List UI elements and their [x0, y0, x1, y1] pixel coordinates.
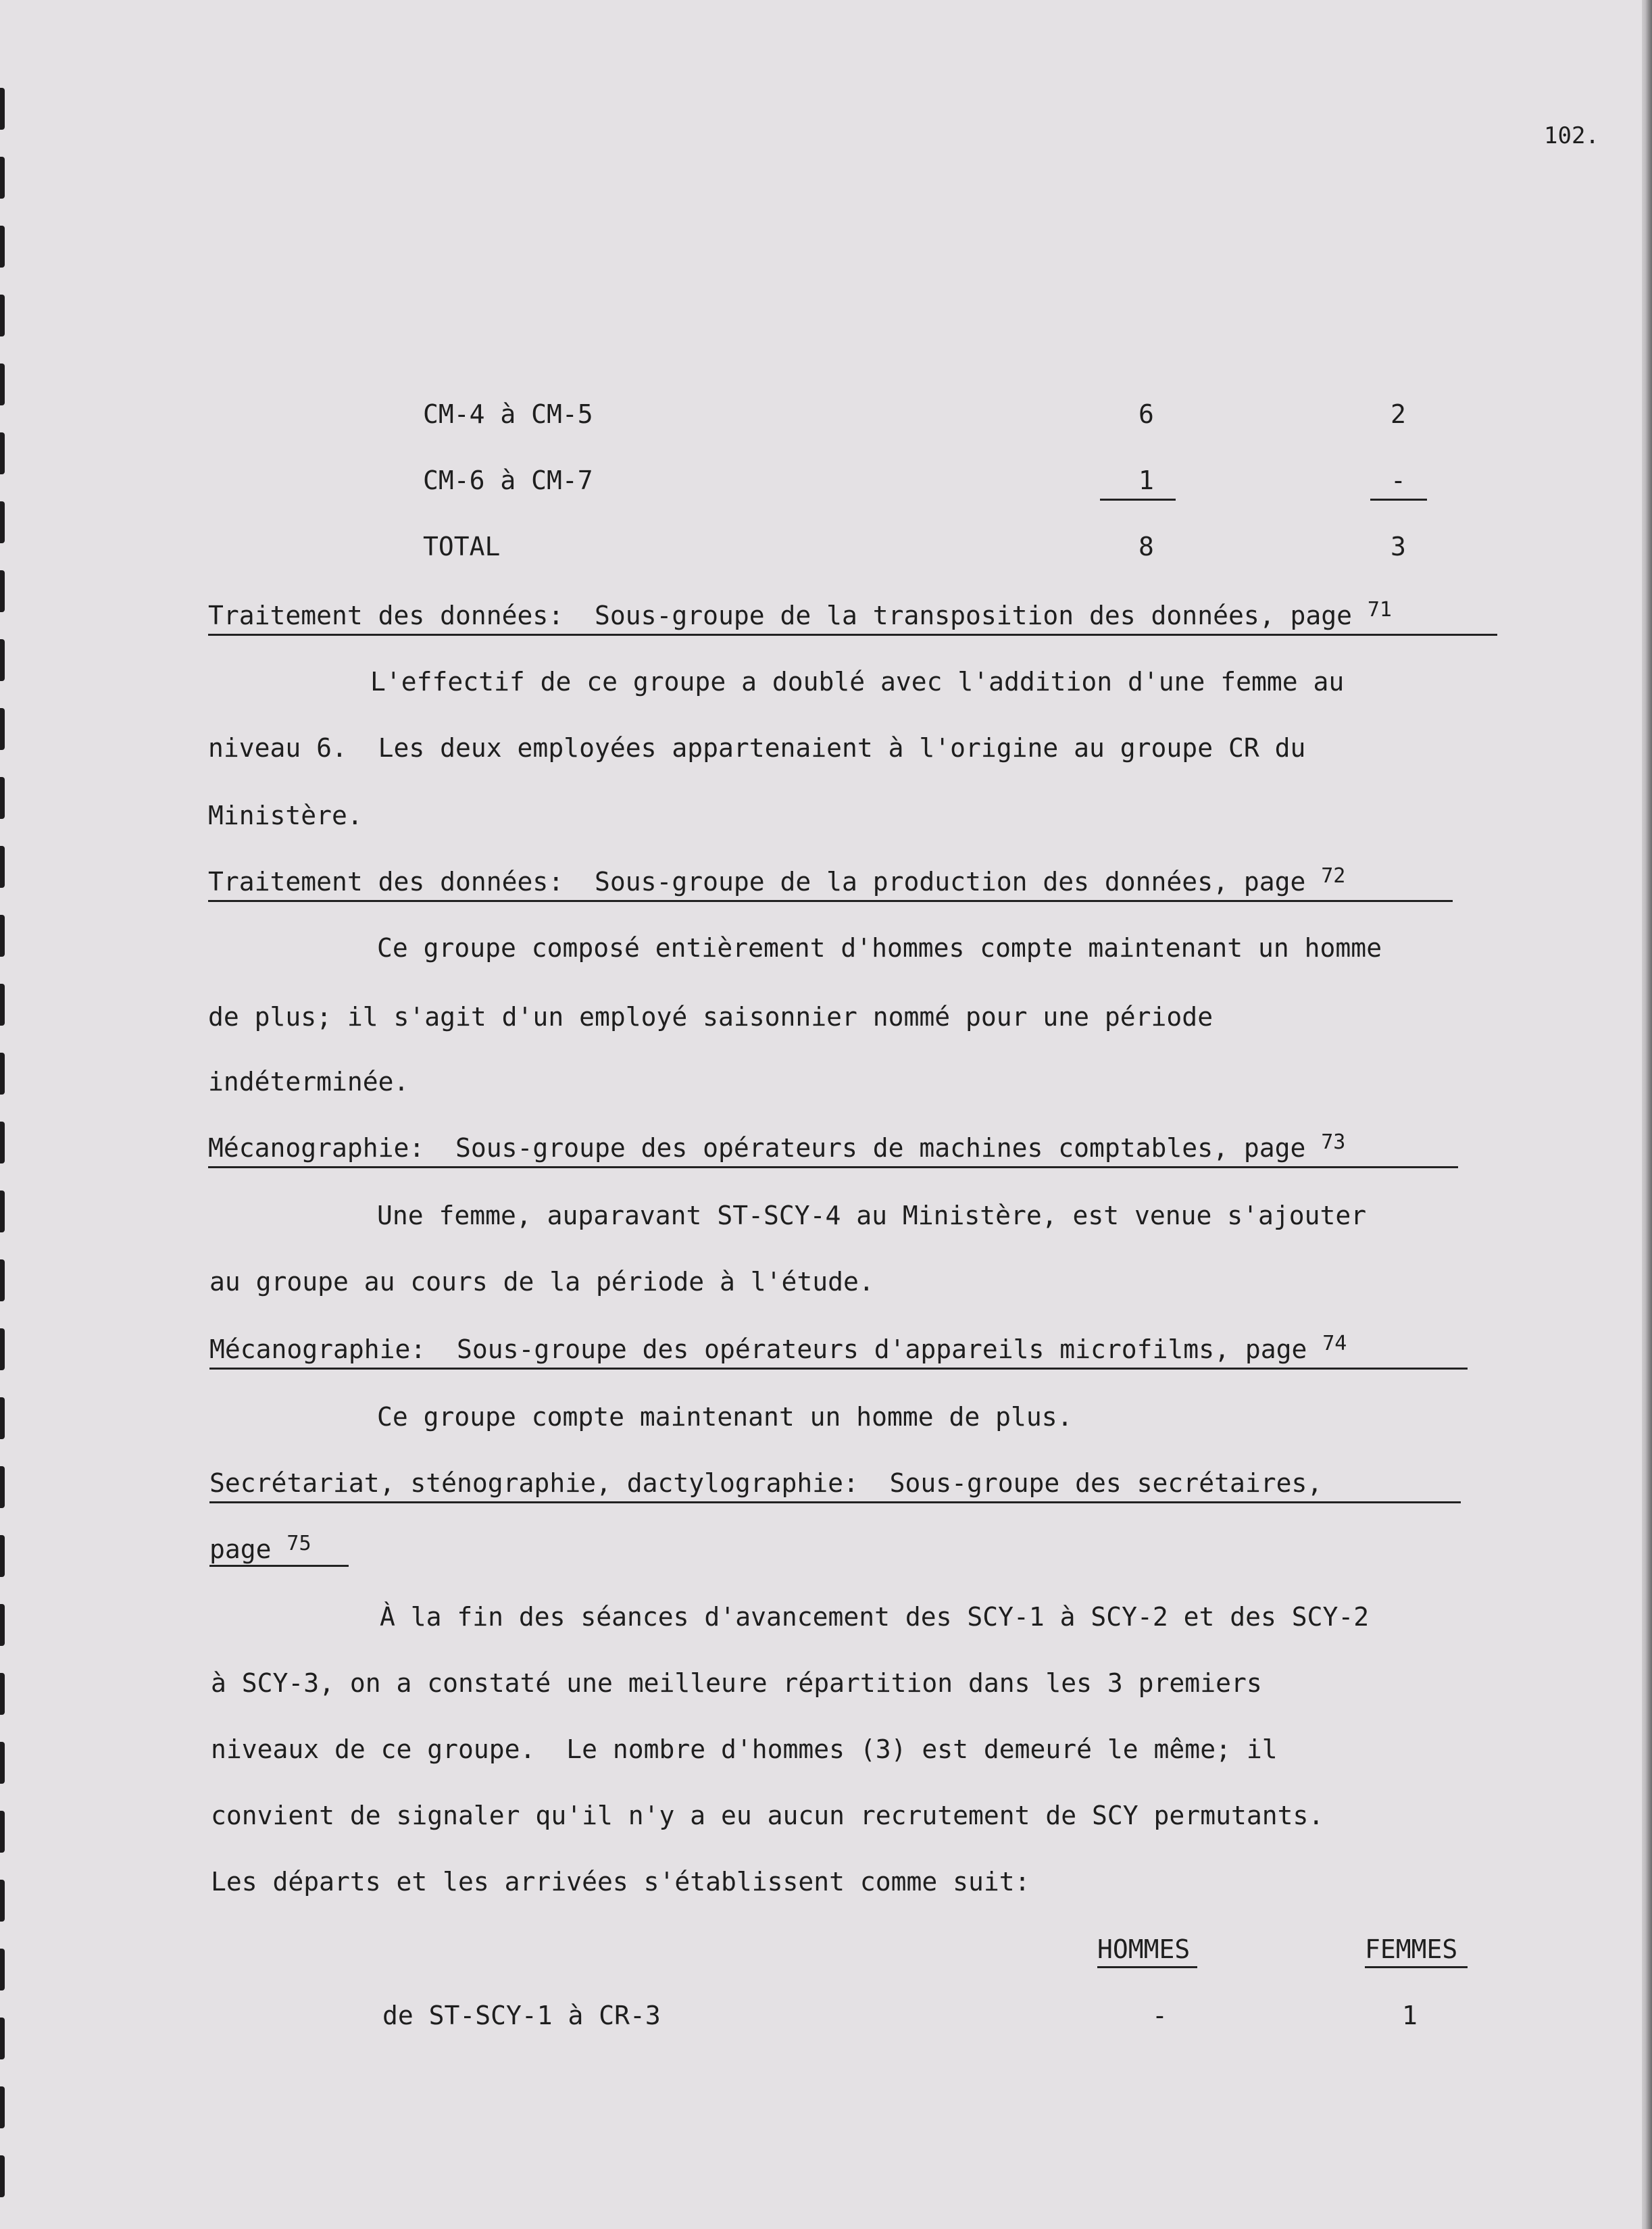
paragraph-line: au groupe au cours de la période à l'étude.	[209, 1267, 874, 1297]
page-reference: 74	[1322, 1332, 1347, 1355]
binder-hole	[0, 1604, 5, 1646]
table-row-label: TOTAL	[423, 532, 501, 561]
table-cell-femmes: -	[1391, 466, 1406, 495]
column-header-underline	[1365, 1966, 1468, 1968]
column-header-hommes: HOMMES	[1097, 1934, 1191, 1964]
subtotal-rule-hommes	[1100, 499, 1176, 501]
binder-hole	[0, 295, 5, 336]
binder-hole	[0, 88, 5, 130]
heading-underline	[209, 1501, 1461, 1503]
binder-hole	[0, 1053, 5, 1095]
paragraph-line: Ministère.	[208, 801, 363, 830]
binder-hole	[0, 2086, 5, 2128]
paragraph-line: Les départs et les arrivées s'établissent comme suit:	[211, 1867, 1030, 1897]
subtotal-rule-femmes	[1370, 499, 1427, 501]
heading-underline	[208, 1166, 1458, 1168]
section-heading: Traitement des données: Sous-groupe de la production des données, page $^{72}$	[208, 864, 1346, 897]
binder-hole	[0, 639, 5, 681]
section-heading: Traitement des données: Sous-groupe de la transposition des données, page $^{71}$	[208, 598, 1392, 630]
binder-hole	[0, 1535, 5, 1577]
heading-underline	[208, 634, 1497, 636]
binder-hole	[0, 984, 5, 1026]
paragraph-line: convient de signaler qu'il n'y a eu aucun recrutement de SCY permutants.	[211, 1801, 1324, 1830]
binder-hole	[0, 1397, 5, 1439]
binder-hole	[0, 1191, 5, 1232]
binder-hole	[0, 2155, 5, 2197]
page-reference: 75	[286, 1532, 311, 1555]
binder-hole	[0, 846, 5, 888]
section-heading: Mécanographie: Sous-groupe des opérateurs de machines comptables, page $^{73}$	[208, 1130, 1346, 1163]
binder-hole	[0, 501, 5, 543]
binder-hole	[0, 915, 5, 957]
table-row-label: CM-6 à CM-7	[423, 466, 593, 495]
table-row-label: CM-4 à CM-5	[423, 399, 593, 429]
table-cell-hommes: 1	[1138, 466, 1154, 495]
page-number: 102.	[1544, 122, 1599, 149]
paragraph-line: niveau 6. Les deux employées appartenaient à l'origine au groupe CR du	[208, 733, 1306, 763]
binder-hole	[0, 777, 5, 819]
table-row-label: de ST-SCY-1 à CR-3	[382, 2001, 661, 2030]
table-cell-femmes: 1	[1402, 2001, 1418, 2030]
paragraph-line: À la fin des séances d'avancement des SCY-1 à SCY-2 et des SCY-2	[380, 1602, 1370, 1632]
page-edge	[1642, 0, 1652, 2229]
section-heading-continuation: page $^{75}$	[209, 1532, 311, 1564]
section-heading: Secrétariat, sténographie, dactylographie: Sous-groupe des secrétaires,	[209, 1468, 1323, 1498]
paragraph-line: L'effectif de ce groupe a doublé avec l'addition d'une femme au	[370, 667, 1345, 697]
column-header-underline	[1097, 1966, 1197, 1968]
table-cell-hommes: 6	[1138, 399, 1154, 429]
heading-underline	[208, 900, 1453, 902]
binder-hole	[0, 1949, 5, 1990]
binder-hole	[0, 432, 5, 474]
section-heading: Mécanographie: Sous-groupe des opérateurs d'appareils microfilms, page $^{74}$	[209, 1332, 1347, 1364]
table-cell-femmes: 3	[1391, 532, 1406, 561]
binder-hole	[0, 1880, 5, 1922]
paragraph-line: Ce groupe compte maintenant un homme de plus.	[377, 1402, 1073, 1432]
column-header-femmes: FEMMES	[1365, 1934, 1458, 1964]
table-cell-hommes: 8	[1138, 532, 1154, 561]
binder-hole	[0, 1673, 5, 1715]
paragraph-line: indéterminée.	[208, 1067, 409, 1097]
binder-hole	[0, 570, 5, 612]
binder-hole	[0, 1328, 5, 1370]
binder-hole	[0, 157, 5, 199]
binder-hole	[0, 1259, 5, 1301]
table-cell-hommes: -	[1152, 2001, 1168, 2030]
binder-hole	[0, 1122, 5, 1163]
binder-hole	[0, 364, 5, 405]
paragraph-line: niveaux de ce groupe. Le nombre d'hommes (3) est demeuré le même; il	[211, 1734, 1278, 1764]
binder-hole	[0, 1466, 5, 1508]
paragraph-line: à SCY-3, on a constaté une meilleure répartition dans les 3 premiers	[211, 1668, 1262, 1698]
page-reference: 71	[1367, 598, 1392, 622]
binder-hole	[0, 1742, 5, 1784]
paragraph-line: Une femme, auparavant ST-SCY-4 au Ministère, est venue s'ajouter	[377, 1201, 1367, 1230]
binder-hole	[0, 708, 5, 750]
heading-underline	[209, 1368, 1468, 1370]
table-cell-femmes: 2	[1391, 399, 1406, 429]
heading-underline	[209, 1565, 349, 1567]
binder-hole	[0, 226, 5, 268]
page-reference: 73	[1321, 1130, 1346, 1154]
page-reference: 72	[1321, 864, 1346, 888]
binder-hole	[0, 1811, 5, 1853]
paragraph-line: de plus; il s'agit d'un employé saisonnier nommé pour une période	[208, 1002, 1213, 1032]
binder-hole	[0, 2018, 5, 2059]
paragraph-line: Ce groupe composé entièrement d'hommes compte maintenant un homme	[377, 933, 1382, 963]
